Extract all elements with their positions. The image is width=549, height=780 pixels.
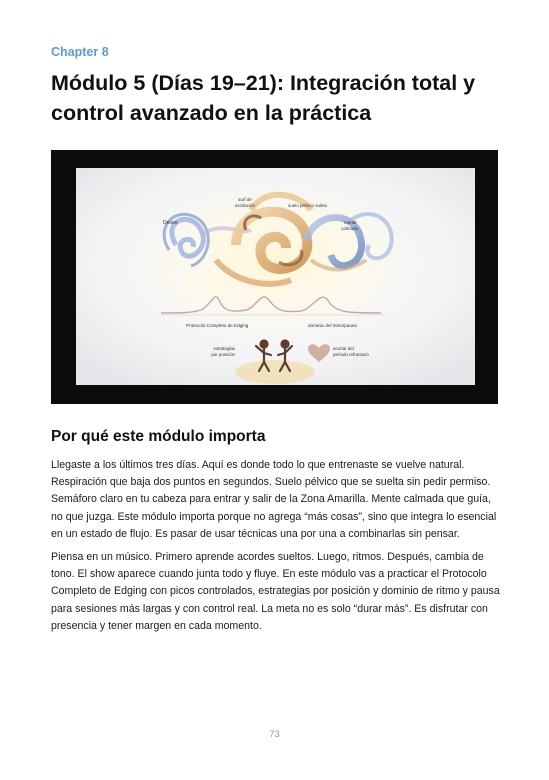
label-estrategias-line1: estrategias [213, 346, 235, 351]
section-heading: Por qué este módulo importa [51, 428, 266, 445]
label-estrategias-line2: por posición [211, 352, 235, 357]
page-number: 73 [269, 729, 280, 740]
module-illustration [51, 150, 498, 404]
center-glow [125, 180, 425, 340]
label-protocolo: Protocolo Completo de Edging [186, 323, 249, 328]
label-surf-line1: surf de [238, 197, 252, 202]
label-dominio: dominio del ritmo/pausa [308, 323, 357, 328]
label-surf-line2: excitación [234, 203, 256, 208]
page-title: Módulo 5 (Días 19–21): Integración total y control avanzado en la práctica [51, 71, 476, 125]
body-paragraph-2: Piensa en un músico. Primero aprende acordes sueltos. Luego, ritmos. Después, cambia de tono. El show aparece cuando junta todo y fluye. En este módulo vas a practicar el Protocolo Completo de Edging con picos controlados, estrategias por posición y dominio de ritmo y pausa para sesiones más largas y con control real. La meta no es solo “durar más”. Es disfrutar con presencia y tener margen en cada momento. [51, 551, 500, 632]
label-acortar-line1: acortar del [333, 346, 354, 351]
label-acortar-line2: período refractario [333, 352, 369, 357]
illustration-graphic [51, 150, 498, 404]
label-deseo: Deseo [163, 220, 178, 226]
chapter-label: Chapter 8 [51, 45, 109, 59]
label-suelo-pelvico: suelo pélvico suleto [288, 203, 328, 208]
body-paragraph-1: Llegaste a los últimos tres días. Aquí es donde todo lo que entrenaste se vuelve natural. Respiración que baja dos puntos en segundos. Suelo pélvico que se suelta sin pedir permiso. Semáforo claro en tu cabeza para entrar y salir de la Zona Amarilla. Mente calmada que guía, no que juzga. Este módulo importa porque no agrega “más cosas”, sino que integra lo esencial en un estado de flujo. Es pasar de usar técnicas una por una a combinarlas sin pensar. [51, 459, 497, 540]
figures-ground-glow [235, 360, 315, 384]
label-mente-line2: calmada [341, 226, 359, 231]
label-mente-line1: mente [344, 220, 357, 225]
